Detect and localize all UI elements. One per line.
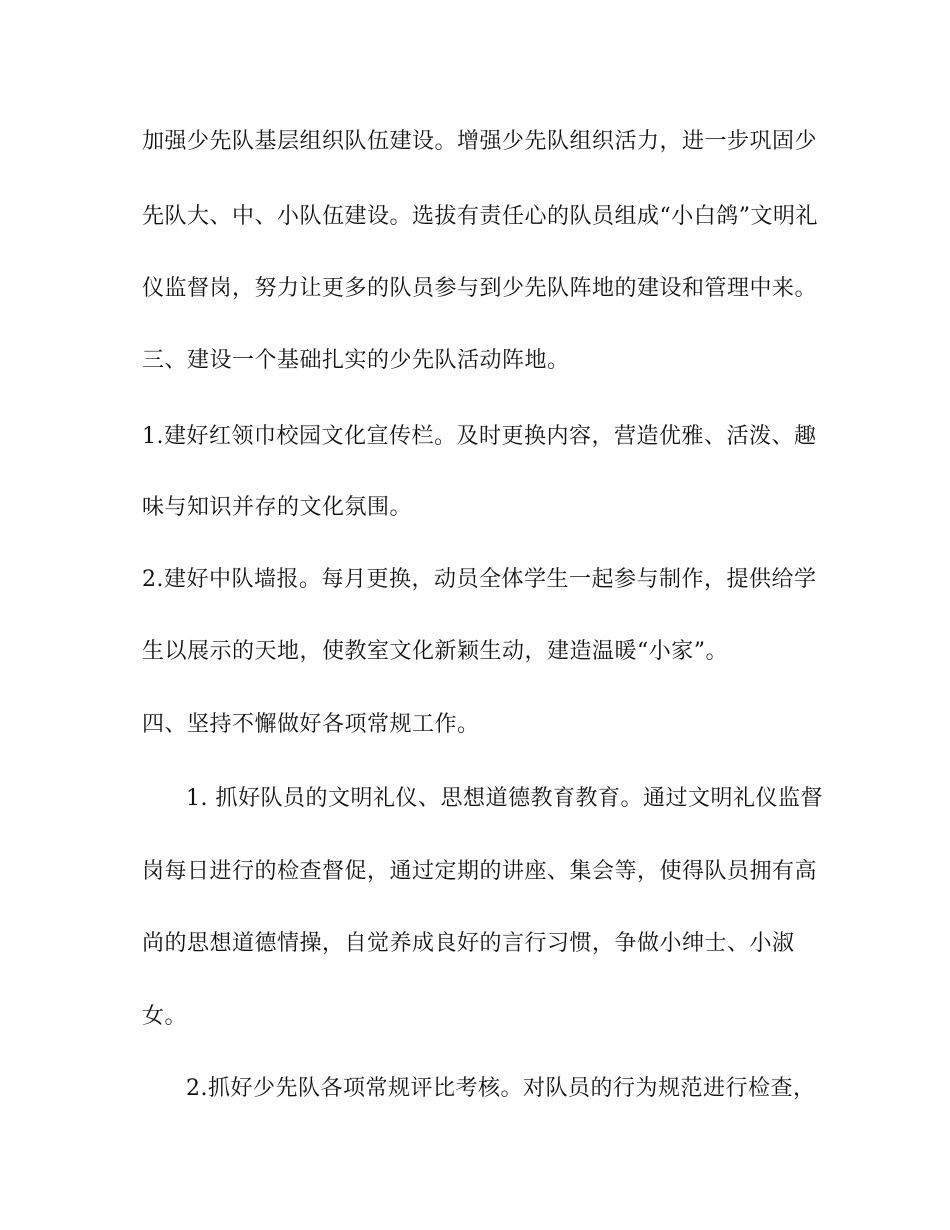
text-line: 1. 抓好队员的文明礼仪、思想道德教育教育。通过文明礼仪监督 <box>186 786 823 811</box>
text-line: 1.建好红领巾校园文化宣传栏。及时更换内容，营造优雅、活泼、趣 <box>142 424 817 449</box>
text-line: 2.抓好少先队各项常规评比考核。对队员的行为规范进行检查， <box>186 1076 816 1101</box>
text-line: 生以展示的天地，使教室文化新颖生动，建造温暖“小家”。 <box>142 639 728 664</box>
text-line: 先队大、中、小队伍建设。选拔有责任心的队员组成“小白鸽”文明礼 <box>142 204 818 229</box>
section-heading: 三、建设一个基础扎实的少先队活动阵地。 <box>142 348 570 373</box>
text-line: 岗每日进行的检查督促，通过定期的讲座、集会等，使得队员拥有高 <box>142 859 818 884</box>
text-line: 2.建好中队墙报。每月更换，动员全体学生一起参与制作，提供给学 <box>142 567 817 592</box>
text-line: 味与知识并存的文化氛围。 <box>142 495 413 520</box>
text-line: 仪监督岗，努力让更多的队员参与到少先队阵地的建设和管理中来。 <box>142 276 818 301</box>
text-line: 尚的思想道德情操，自觉养成良好的言行习惯，争做小绅士、小淑 <box>142 931 795 956</box>
section-heading: 四、坚持不懈做好各项常规工作。 <box>142 712 480 737</box>
text-line: 女。 <box>142 1004 188 1029</box>
text-line: 加强少先队基层组织队伍建设。增强少先队组织活力，进一步巩固少 <box>142 129 818 154</box>
